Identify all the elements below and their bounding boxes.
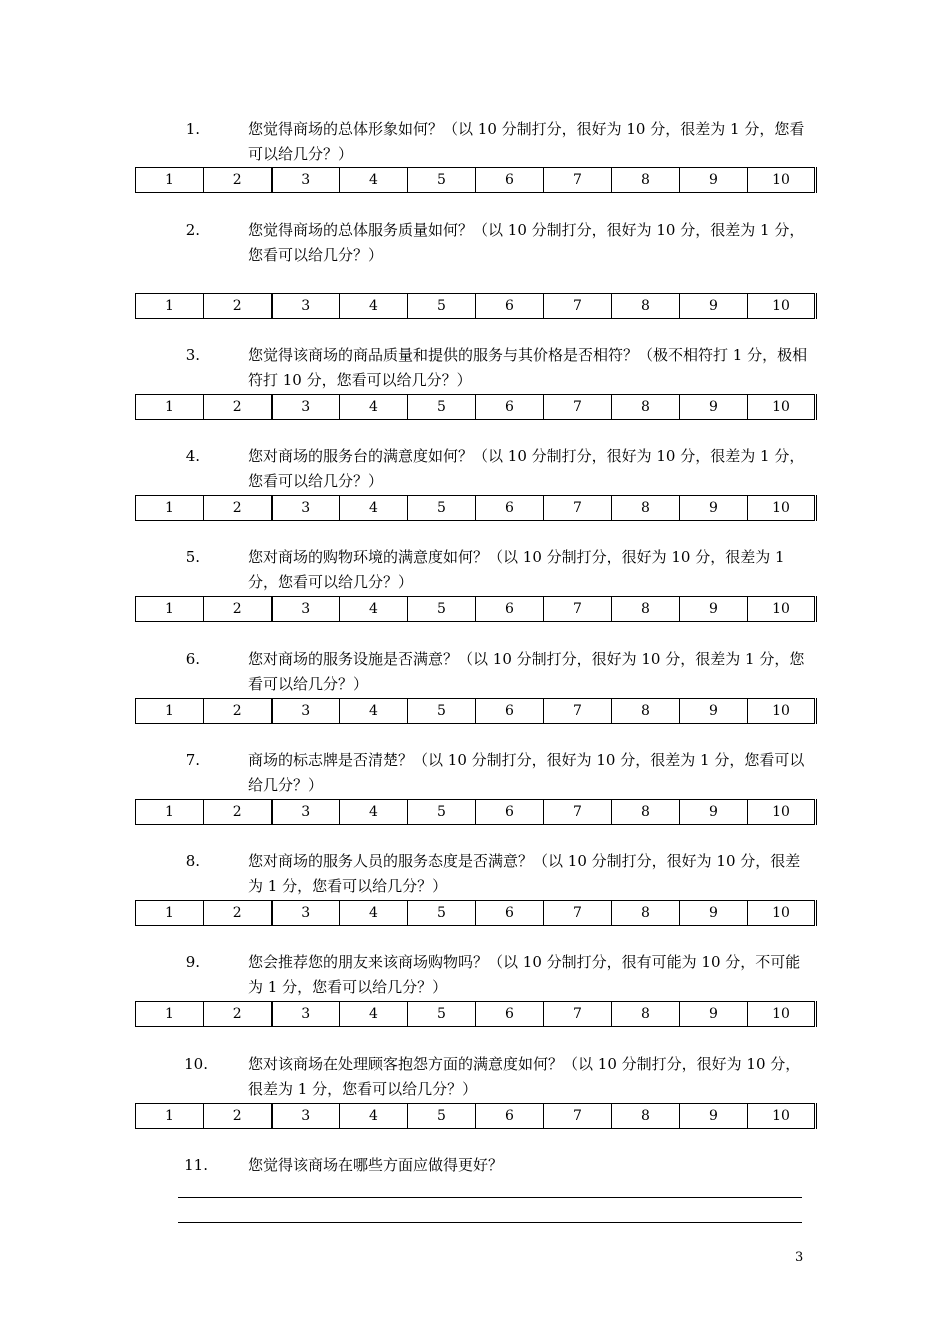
rating-option[interactable]: 8 bbox=[612, 1104, 680, 1129]
question-text: 您对该商场在处理顾客抱怨方面的满意度如何？（以 10 分制打分，很好为 10 分，很差为 1 分，您看可以给几分？） bbox=[248, 1055, 801, 1098]
question-text: 您对商场的服务设施是否满意？（以 10 分制打分，很好为 10 分，很差为 1 分，您看可以给几分？） bbox=[248, 650, 805, 693]
rating-scale bbox=[135, 596, 817, 622]
question-text: 您觉得该商场的商品质量和提供的服务与其价格是否相符？（极不相符打 1 分，极相符打 10 分，您看可以给几分？） bbox=[248, 346, 808, 389]
rating-option[interactable]: 6 bbox=[476, 294, 544, 319]
rating-option[interactable]: 4 bbox=[340, 699, 408, 724]
rating-option[interactable]: 7 bbox=[544, 496, 612, 521]
rating-option[interactable]: 6 bbox=[476, 168, 544, 193]
rating-option[interactable]: 8 bbox=[612, 699, 680, 724]
rating-option[interactable]: 10 bbox=[748, 1104, 816, 1129]
rating-option[interactable]: 1 bbox=[136, 1104, 204, 1129]
rating-option[interactable]: 6 bbox=[476, 496, 544, 521]
rating-option[interactable]: 5 bbox=[408, 168, 476, 193]
rating-option[interactable]: 9 bbox=[680, 395, 748, 420]
rating-option[interactable]: 3 bbox=[272, 1104, 340, 1129]
rating-option[interactable]: 7 bbox=[544, 1002, 612, 1027]
rating-option[interactable]: 8 bbox=[612, 395, 680, 420]
rating-scale bbox=[135, 900, 817, 926]
question-text: 商场的标志牌是否清楚？（以 10 分制打分，很好为 10 分，很差为 1 分，您看可以给几分？） bbox=[248, 751, 805, 794]
rating-option[interactable]: 9 bbox=[680, 1104, 748, 1129]
question-number: 2. bbox=[185, 221, 200, 239]
rating-option[interactable]: 7 bbox=[544, 800, 612, 825]
rating-option[interactable]: 5 bbox=[408, 1002, 476, 1027]
rating-option[interactable]: 1 bbox=[136, 699, 204, 724]
rating-option[interactable]: 10 bbox=[748, 597, 816, 622]
rating-option[interactable]: 4 bbox=[340, 1104, 408, 1129]
rating-option[interactable]: 2 bbox=[204, 800, 272, 825]
rating-option[interactable]: 9 bbox=[680, 168, 748, 193]
question-number: 9. bbox=[185, 953, 200, 971]
question-number: 7. bbox=[185, 751, 200, 769]
rating-option[interactable]: 7 bbox=[544, 597, 612, 622]
rating-option[interactable]: 8 bbox=[612, 496, 680, 521]
rating-option[interactable]: 4 bbox=[340, 901, 408, 926]
rating-option[interactable]: 4 bbox=[340, 800, 408, 825]
question-text: 您觉得商场的总体服务质量如何？（以 10 分制打分，很好为 10 分，很差为 1 分，您看可以给几分？） bbox=[248, 221, 805, 264]
rating-option[interactable]: 10 bbox=[748, 294, 816, 319]
rating-option[interactable]: 4 bbox=[340, 168, 408, 193]
question-number: 10. bbox=[184, 1055, 208, 1073]
question-text: 您觉得商场的总体形象如何？（以 10 分制打分，很好为 10 分，很差为 1 分，您看可以给几分？） bbox=[248, 120, 805, 163]
rating-option[interactable]: 6 bbox=[476, 800, 544, 825]
answer-line[interactable] bbox=[178, 1222, 802, 1223]
rating-option[interactable]: 7 bbox=[544, 294, 612, 319]
rating-option[interactable]: 3 bbox=[272, 699, 340, 724]
rating-option[interactable]: 6 bbox=[476, 901, 544, 926]
rating-option[interactable]: 6 bbox=[476, 1002, 544, 1027]
rating-option[interactable]: 3 bbox=[272, 597, 340, 622]
rating-option[interactable]: 1 bbox=[136, 168, 204, 193]
rating-option[interactable]: 6 bbox=[476, 597, 544, 622]
rating-option[interactable]: 8 bbox=[612, 168, 680, 193]
question-text: 您会推荐您的朋友来该商场购物吗？（以 10 分制打分，很有可能为 10 分，不可能为 1 分，您看可以给几分？） bbox=[248, 953, 801, 996]
rating-option[interactable]: 2 bbox=[204, 294, 272, 319]
rating-option[interactable]: 1 bbox=[136, 294, 204, 319]
page-number: 3 bbox=[795, 1250, 804, 1265]
rating-option[interactable]: 8 bbox=[612, 597, 680, 622]
rating-option[interactable]: 6 bbox=[476, 699, 544, 724]
rating-option[interactable]: 3 bbox=[272, 1002, 340, 1027]
rating-option[interactable]: 9 bbox=[680, 1002, 748, 1027]
rating-option[interactable]: 8 bbox=[612, 800, 680, 825]
rating-option[interactable]: 1 bbox=[136, 597, 204, 622]
rating-option[interactable]: 5 bbox=[408, 496, 476, 521]
rating-option[interactable]: 2 bbox=[204, 395, 272, 420]
rating-option[interactable]: 2 bbox=[204, 597, 272, 622]
rating-option[interactable]: 3 bbox=[272, 901, 340, 926]
rating-option[interactable]: 9 bbox=[680, 800, 748, 825]
rating-scale bbox=[135, 394, 817, 420]
question-number: 1. bbox=[185, 120, 200, 138]
rating-scale bbox=[135, 167, 817, 193]
rating-option[interactable]: 2 bbox=[204, 1002, 272, 1027]
rating-option[interactable]: 5 bbox=[408, 800, 476, 825]
rating-option[interactable]: 2 bbox=[204, 1104, 272, 1129]
rating-option[interactable]: 9 bbox=[680, 496, 748, 521]
rating-option[interactable]: 10 bbox=[748, 901, 816, 926]
question-text: 您对商场的购物环境的满意度如何？（以 10 分制打分，很好为 10 分，很差为 1 分，您看可以给几分？） bbox=[248, 548, 785, 591]
rating-option[interactable]: 9 bbox=[680, 597, 748, 622]
question-number: 6. bbox=[185, 650, 200, 668]
rating-option[interactable]: 1 bbox=[136, 901, 204, 926]
rating-option[interactable]: 5 bbox=[408, 699, 476, 724]
rating-option[interactable]: 1 bbox=[136, 496, 204, 521]
question-text: 您对商场的服务人员的服务态度是否满意？（以 10 分制打分，很好为 10 分，很差为 1 分，您看可以给几分？） bbox=[248, 852, 801, 895]
rating-option[interactable]: 2 bbox=[204, 496, 272, 521]
rating-option[interactable]: 2 bbox=[204, 168, 272, 193]
question-text: 您觉得该商场在哪些方面应做得更好？ bbox=[248, 1156, 504, 1174]
answer-line[interactable] bbox=[178, 1197, 802, 1198]
rating-option[interactable]: 1 bbox=[136, 1002, 204, 1027]
rating-option[interactable]: 9 bbox=[680, 294, 748, 319]
rating-option[interactable]: 3 bbox=[272, 800, 340, 825]
rating-option[interactable]: 10 bbox=[748, 699, 816, 724]
rating-option[interactable]: 9 bbox=[680, 901, 748, 926]
rating-option[interactable]: 8 bbox=[612, 294, 680, 319]
rating-option[interactable]: 6 bbox=[476, 1104, 544, 1129]
rating-option[interactable]: 10 bbox=[748, 496, 816, 521]
rating-option[interactable]: 3 bbox=[272, 395, 340, 420]
rating-scale bbox=[135, 1001, 817, 1027]
question-number: 4. bbox=[185, 447, 200, 465]
rating-option[interactable]: 10 bbox=[748, 395, 816, 420]
rating-option[interactable]: 8 bbox=[612, 901, 680, 926]
question-number: 5. bbox=[185, 548, 200, 566]
rating-option[interactable]: 7 bbox=[544, 395, 612, 420]
question-number: 3. bbox=[185, 346, 200, 364]
rating-option[interactable]: 10 bbox=[748, 1002, 816, 1027]
rating-option[interactable]: 4 bbox=[340, 1002, 408, 1027]
rating-option[interactable]: 5 bbox=[408, 597, 476, 622]
rating-option[interactable]: 7 bbox=[544, 699, 612, 724]
rating-option[interactable]: 3 bbox=[272, 168, 340, 193]
rating-option[interactable]: 5 bbox=[408, 1104, 476, 1129]
rating-option[interactable]: 7 bbox=[544, 1104, 612, 1129]
rating-option[interactable]: 2 bbox=[204, 901, 272, 926]
rating-scale bbox=[135, 293, 817, 319]
rating-option[interactable]: 3 bbox=[272, 294, 340, 319]
rating-scale bbox=[135, 1103, 817, 1129]
rating-option[interactable]: 4 bbox=[340, 395, 408, 420]
rating-option[interactable]: 10 bbox=[748, 800, 816, 825]
rating-option[interactable]: 3 bbox=[272, 496, 340, 521]
rating-option[interactable]: 10 bbox=[748, 168, 816, 193]
rating-option[interactable]: 5 bbox=[408, 901, 476, 926]
rating-option[interactable]: 1 bbox=[136, 800, 204, 825]
rating-option[interactable]: 2 bbox=[204, 699, 272, 724]
rating-scale bbox=[135, 698, 817, 724]
rating-option[interactable]: 8 bbox=[612, 1002, 680, 1027]
question-number: 8. bbox=[185, 852, 200, 870]
rating-option[interactable]: 4 bbox=[340, 294, 408, 319]
rating-option[interactable]: 4 bbox=[340, 496, 408, 521]
rating-option[interactable]: 5 bbox=[408, 294, 476, 319]
rating-scale bbox=[135, 495, 817, 521]
question-text: 您对商场的服务台的满意度如何？（以 10 分制打分，很好为 10 分，很差为 1 分，您看可以给几分？） bbox=[248, 447, 805, 490]
rating-option[interactable]: 1 bbox=[136, 395, 204, 420]
rating-option[interactable]: 7 bbox=[544, 168, 612, 193]
rating-scale bbox=[135, 799, 817, 825]
rating-option[interactable]: 7 bbox=[544, 901, 612, 926]
rating-option[interactable]: 4 bbox=[340, 597, 408, 622]
rating-option[interactable]: 5 bbox=[408, 395, 476, 420]
question-number: 11. bbox=[184, 1156, 208, 1174]
rating-option[interactable]: 9 bbox=[680, 699, 748, 724]
rating-option[interactable]: 6 bbox=[476, 395, 544, 420]
